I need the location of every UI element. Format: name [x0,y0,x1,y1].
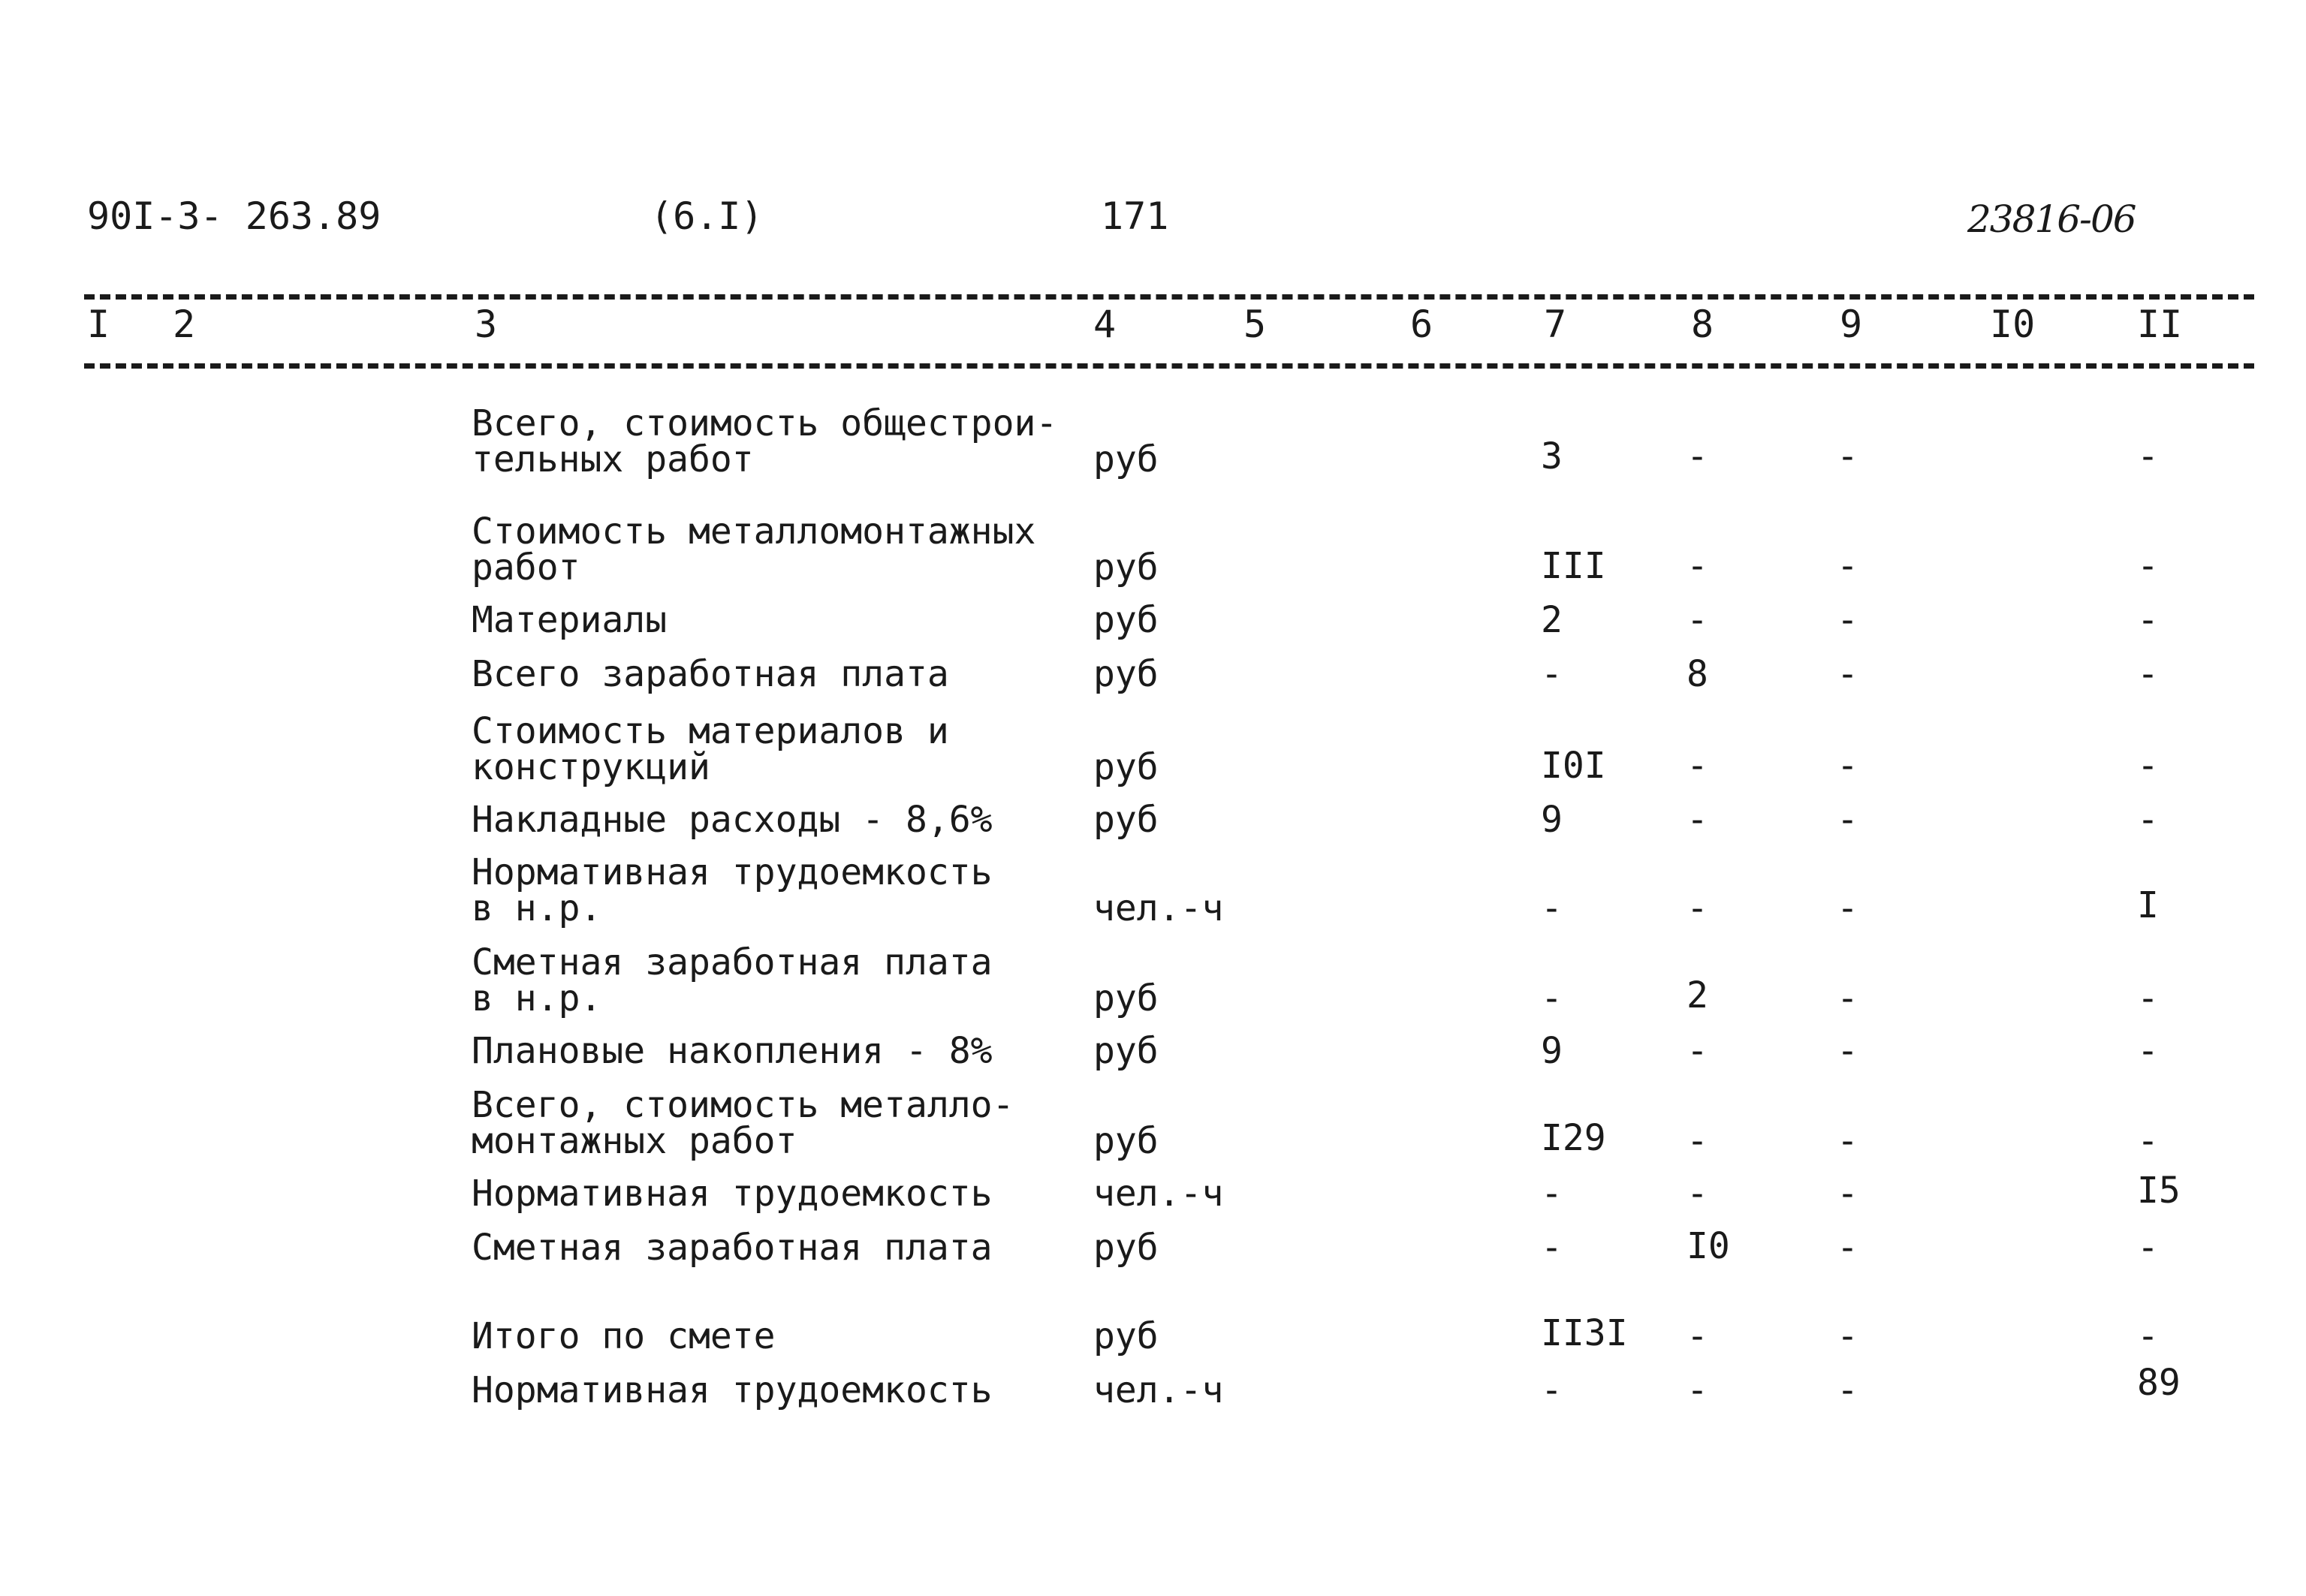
row-value-col11: I5 [2137,1170,2181,1212]
column-number: 7 [1544,303,1567,346]
row-value-col7: III [1541,545,1606,587]
row-value-col7: - [1541,887,1563,929]
row-value-col11: - [2137,599,2159,641]
row-unit: руб [1093,977,1159,1019]
row-description: Сметная заработная плата [472,1227,993,1269]
row-unit: руб [1093,1227,1159,1269]
row-value-col8: - [1687,887,1708,929]
row-value-col9: - [1837,545,1858,587]
row-value-col9: - [1837,1030,1858,1072]
row-value-col7: - [1541,1227,1563,1269]
row-description: Плановые накопления - 8% [472,1030,993,1072]
row-value-col7: 3 [1541,435,1563,477]
column-number: 4 [1093,303,1117,346]
row-value-col9: - [1837,799,1858,841]
row-value-col9: - [1837,1120,1858,1162]
row-unit: чел.-ч [1093,1369,1224,1411]
row-unit: руб [1093,653,1159,695]
row-description: Всего, стоимость металло- монтажных работ [472,1084,1014,1162]
handwritten-registration-number: 23816-06 [1967,197,2136,241]
row-unit: чел.-ч [1093,1173,1224,1215]
row-value-col7: 9 [1541,1030,1563,1072]
row-value-col8: - [1687,1369,1708,1411]
row-value-col11: I [2137,884,2159,926]
row-value-col8: I0 [1687,1225,1730,1267]
row-description: Стоимость металломонтажных работ [472,510,1036,589]
column-number: II [2137,303,2183,346]
column-number: I0 [1990,303,2036,346]
row-value-col9: - [1837,1227,1858,1269]
row-value-col11: - [2137,1227,2159,1269]
row-value-col11: - [2137,1120,2159,1162]
row-value-col9: - [1837,653,1858,695]
row-value-col7: - [1541,1369,1563,1411]
row-value-col8: - [1687,1120,1708,1162]
column-number: 9 [1840,303,1863,346]
row-unit: руб [1093,438,1159,480]
row-unit: руб [1093,1030,1159,1072]
section-number: (6.I) [650,194,764,238]
row-value-col7: 2 [1541,599,1563,641]
row-value-col8: 2 [1687,974,1708,1016]
row-description: Материалы [472,599,668,641]
column-number: 6 [1410,303,1433,346]
row-value-col9: - [1837,1369,1858,1411]
row-value-col7: 9 [1541,799,1563,841]
row-value-col7: II3I [1541,1312,1628,1354]
row-value-col9: - [1837,1315,1858,1357]
row-value-col11: - [2137,653,2159,695]
row-value-col7: - [1541,977,1563,1019]
page-number: 171 [1101,194,1169,238]
row-description: Стоимость материалов и конструкций [472,710,949,788]
row-unit: руб [1093,1315,1159,1357]
row-unit: руб [1093,599,1159,641]
row-value-col9: - [1837,887,1858,929]
row-value-col11: - [2137,435,2159,477]
header-rule-bottom [84,363,2254,369]
row-value-col7: - [1541,1173,1563,1215]
row-description: Итого по смете [472,1315,776,1357]
column-number: 5 [1243,303,1267,346]
row-value-col11: - [2137,1315,2159,1357]
row-description: Нормативная трудоемкость в н.р. [472,851,993,929]
row-description: Нормативная трудоемкость [472,1369,993,1411]
row-value-col9: - [1837,977,1858,1019]
row-description: Всего заработная плата [472,653,949,695]
row-unit: руб [1093,547,1159,589]
column-number: 8 [1691,303,1714,346]
row-value-col9: - [1837,435,1858,477]
row-value-col11: - [2137,545,2159,587]
row-value-col11: - [2137,799,2159,841]
row-value-col8: - [1687,545,1708,587]
row-value-col9: - [1837,745,1858,787]
row-description: Накладные расходы - 8,6% [472,799,993,841]
row-value-col8: - [1687,1173,1708,1215]
column-number: 2 [173,303,196,346]
row-description: Нормативная трудоемкость [472,1173,993,1215]
row-value-col8: 8 [1687,653,1708,695]
row-unit: руб [1093,799,1159,841]
row-value-col7: I0I [1541,745,1606,787]
row-value-col7: - [1541,653,1563,695]
row-unit: руб [1093,746,1159,788]
row-value-col8: - [1687,1030,1708,1072]
row-value-col9: - [1837,599,1858,641]
row-unit: чел.-ч [1093,887,1224,929]
row-value-col8: - [1687,745,1708,787]
row-value-col11: - [2137,977,2159,1019]
row-value-col8: - [1687,799,1708,841]
row-value-col8: - [1687,435,1708,477]
document-code: 90I-3- 263.89 [87,194,381,238]
row-value-col8: - [1687,599,1708,641]
row-value-col11: 89 [2137,1362,2181,1404]
row-description: Сметная заработная плата в н.р. [472,941,993,1019]
row-value-col9: - [1837,1173,1858,1215]
row-description: Всего, стоимость общестрои- тельных работ [472,402,1058,480]
row-value-col11: - [2137,1030,2159,1072]
row-value-col8: - [1687,1315,1708,1357]
header-rule-top [84,294,2254,300]
row-value-col7: I29 [1541,1117,1606,1159]
column-number: I [87,303,110,346]
column-number: 3 [475,303,498,346]
row-unit: руб [1093,1120,1159,1162]
row-value-col11: - [2137,745,2159,787]
